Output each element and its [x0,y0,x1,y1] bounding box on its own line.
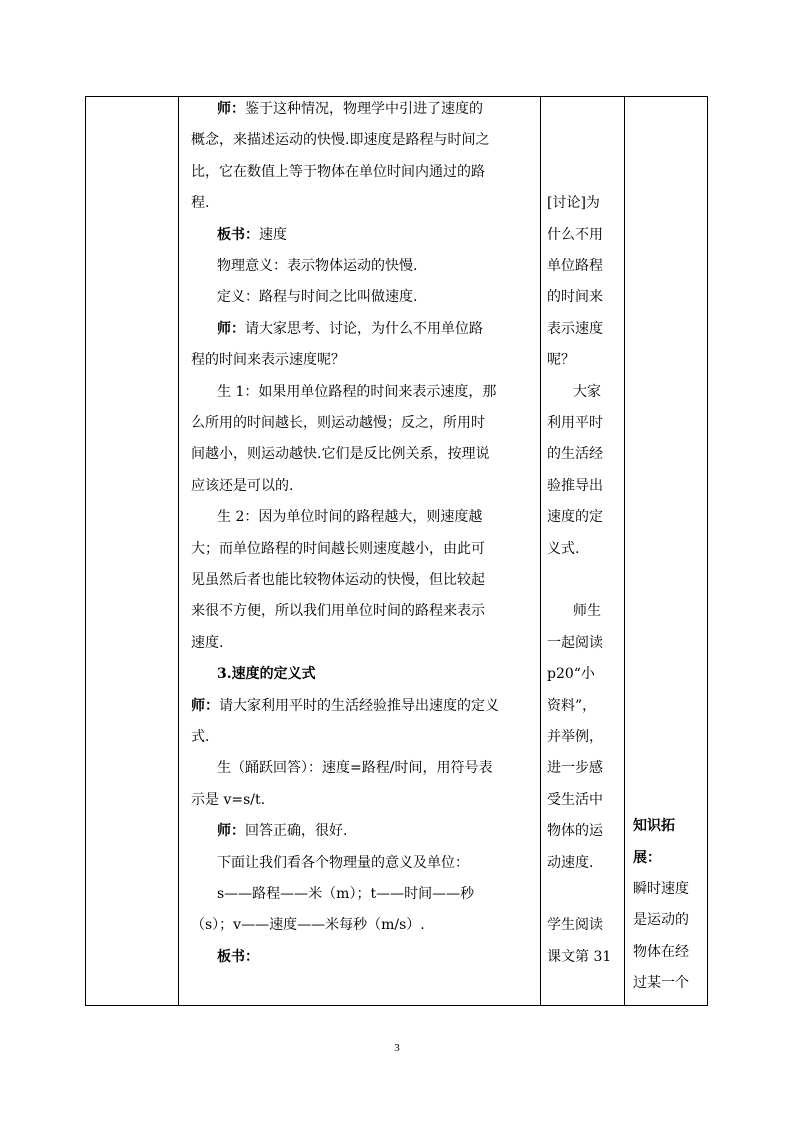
process-text-line [191,729,209,745]
process-text-line [191,572,485,588]
activity-text-line: 一起阅读 [547,634,603,651]
process-text-line [217,855,469,871]
text-segment: 下面让我们看各个物理量的意义及单位： [217,854,469,871]
activity-text-line: 什么不用 [547,226,603,243]
text-segment: 么所用的时间越长，则运动越慢；反之，所用时 [191,415,485,431]
process-text-line [191,415,485,431]
process-text-line [191,635,223,651]
activity-text-line: 学生阅读 [547,917,603,934]
notes-cell [625,97,709,1005]
process-text-line [191,478,293,494]
speaker-label: 板书： [217,226,259,243]
activity-text-line: 物体的运 [547,823,603,840]
text-segment: 间越小，则运动越快.它们是反比例关系，按理说 [191,446,490,463]
text-segment: 式. [191,729,210,745]
process-text-line [191,132,489,148]
text-segment: 程. [191,195,210,212]
process-text-line [217,823,347,839]
activity-text-line: p20“小 [547,666,595,683]
text-segment: 示是 v=s/t. [191,791,266,808]
activity-text-line: 呢？ [547,352,575,369]
process-text-line [217,949,259,965]
student-activity-cell [541,97,624,1005]
note-text-line: 瞬时速度 [633,881,689,897]
text-segment: （s）；v——速度——米每秒（m/s）. [191,917,425,934]
process-text-line [217,227,287,243]
text-segment: 生 1：如果用单位路程的时间来表示速度，那 [217,383,497,400]
activity-text-line: 动速度. [547,854,594,871]
text-segment: 比，它在数值上等于物体在单位时间内通过的路 [191,163,485,180]
text-segment: s——路程——米（m）；t——时间——秒 [217,886,475,902]
text-segment: 物理意义：表示物体运动的快慢. [217,258,418,274]
text-segment: 大；而单位路程的时间越长则速度越小，由此可 [191,540,485,557]
activity-text-line: 验推导出 [547,477,603,494]
text-segment: 请大家思考、讨论，为什么不用单位路 [245,320,483,337]
activity-text-line: 资料”， [547,697,597,714]
note-text-line: 是运动的 [633,912,689,929]
note-text-line: 物体在经 [633,943,689,960]
process-text-line [191,917,425,933]
text-segment: 鉴于这种情况，物理学中引进了速度的 [245,101,483,117]
activity-text-line: 利用平时 [547,415,603,431]
process-text-line [217,321,483,337]
process-text-line [217,760,492,776]
text-segment: 请大家利用平时的生活经验推导出速度的定义 [219,697,499,714]
process-text-line [191,698,499,714]
text-segment: 程的时间来表示速度呢？ [191,352,345,369]
text-segment: 见虽然后者也能比较物体运动的快慢，但比较起 [191,572,485,588]
process-text-line [217,258,417,274]
note-heading-line: 展： [633,849,661,866]
speaker-label: 师： [217,101,245,117]
speaker-label: 3.速度的定义式 [217,666,316,683]
process-text-line [217,384,496,400]
process-text-line [191,603,485,619]
text-segment: 回答正确，很好. [245,823,348,840]
activity-text-line: 大家 [573,383,601,400]
process-text-line [217,886,474,902]
activity-text-line: 单位路程 [547,258,603,274]
note-text-line: 过某一个 [633,975,689,992]
activity-text-line: 的生活经 [547,446,603,463]
activity-text-line: [讨论]为 [547,195,600,212]
activity-text-line: 受生活中 [547,791,603,808]
process-text-line [191,792,265,808]
activity-text-line: 师生 [573,603,601,620]
process-text-line [217,289,417,305]
process-text-line [217,509,482,525]
process-text-line [191,541,485,557]
text-segment: 定义：路程与时间之比叫做速度. [217,289,418,306]
teaching-process-cell [179,97,540,1005]
text-segment: 生 2：因为单位时间的路程越大，则速度越 [217,509,483,526]
process-text-line [217,666,316,682]
process-text-line [191,195,209,211]
activity-text-line: 义式. [547,540,580,557]
process-text-line [191,352,345,368]
lesson-table [85,96,708,1006]
activity-text-line: 并举例， [547,729,603,745]
text-segment: 来很不方便，所以我们用单位时间的路程来表示 [191,603,485,620]
speaker-label: 师： [217,823,245,840]
speaker-label: 师： [191,697,219,714]
page-number: 3 [394,1042,400,1054]
process-text-line [191,446,489,462]
activity-text-line: 的时间来 [547,289,603,306]
text-segment: 速度 [259,226,287,243]
speaker-label: 师： [217,320,245,337]
left-margin-cell [86,97,178,1005]
speaker-label: 板书： [217,948,259,965]
activity-text-line: 进一步感 [547,760,603,777]
text-segment: 生（踊跃回答）：速度=路程/时间，用符号表 [217,760,493,777]
text-segment: 概念，来描述运动的快慢.即速度是路程与时间之 [191,132,490,149]
text-segment: 应该还是可以的. [191,477,294,494]
activity-text-line: 速度的定 [547,509,603,526]
note-heading-line: 知识拓 [633,818,675,835]
process-text-line [191,164,485,180]
text-segment: 速度. [191,634,224,651]
process-text-line [217,101,483,117]
activity-text-line: 表示速度 [547,320,603,337]
activity-text-line: 课文第 31 [547,948,612,965]
